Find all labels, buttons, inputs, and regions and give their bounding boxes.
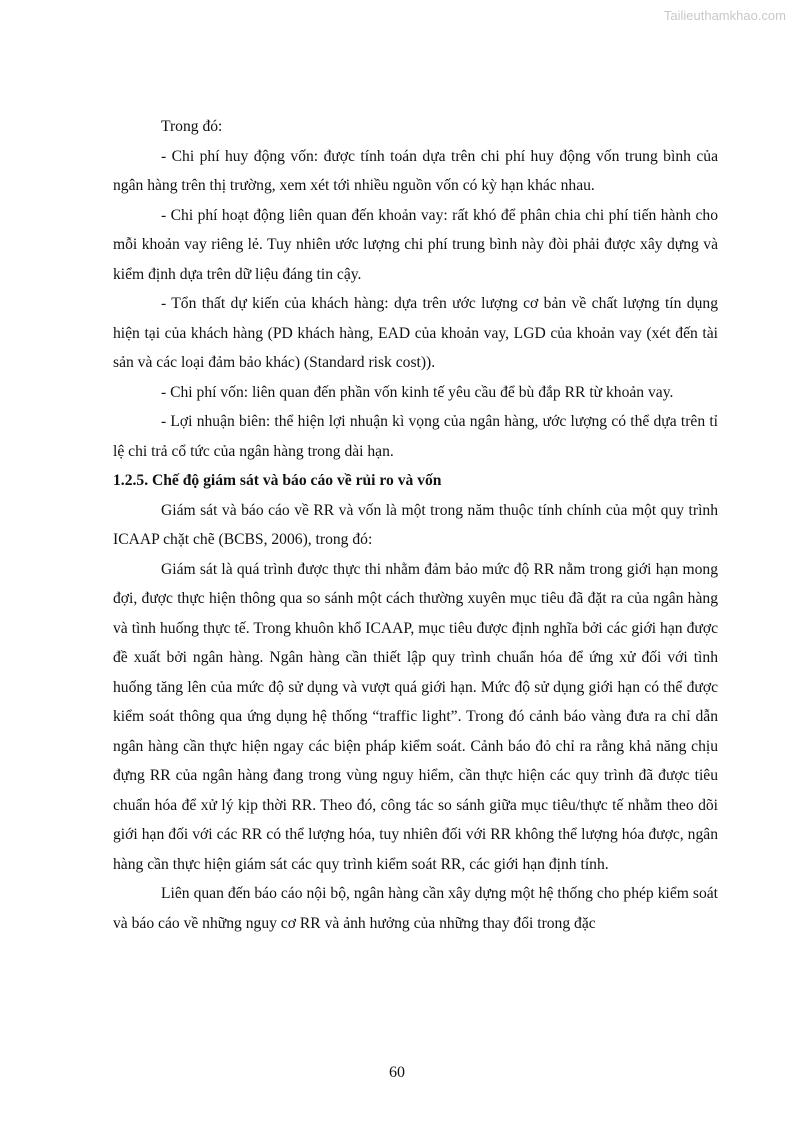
document-body [113,112,718,938]
paragraph-giam-sat-bao-cao: Giám sát và báo cáo về RR và vốn là một trong năm thuộc tính chính của một quy trình ICAAP chặt chẽ (BCBS, 2006), trong đó: [113,501,718,548]
paragraph-bao-cao-noi-bo: Liên quan đến báo cáo nội bộ, ngân hàng cần xây dựng một hệ thống cho phép kiểm soát và báo cáo về những nguy cơ RR và ảnh hưởng của những thay đổi trong đặc [113,885,718,932]
watermark: Tailieuthamkhao.com [663,8,786,23]
page-number: 60 [389,1064,405,1081]
section-heading: 1.2.5. Chế độ giám sát và báo cáo về rủi ro và vốn [113,472,442,489]
paragraph-loi-nhuan-bien: - Lợi nhuận biên: thể hiện lợi nhuận kì vọng của ngân hàng, ước lượng có thể dựa trên tỉ lệ chi trả cổ tức của ngân hàng trong dài hạn. [113,413,718,460]
paragraph-ton-that-du-kien: - Tổn thất dự kiến của khách hàng: dựa trên ước lượng cơ bản về chất lượng tín dụng hiện tại của khách hàng (PD khách hàng, EAD của khoản vay, LGD của khoản vay (xét đến tài sản và các loại đảm bảo khác) (Standard risk cost)). [113,295,718,371]
paragraph-chi-phi-von: - Chi phí vốn: liên quan đến phần vốn kinh tế yêu cầu để bù đắp RR từ khoản vay. [161,383,674,401]
paragraph-chi-phi-huy-dong-von: - Chi phí huy động vốn: được tính toán dựa trên chi phí huy động vốn trung bình của ngân hàng trên thị trường, xem xét tới nhiều nguồn vốn có kỳ hạn khác nhau. [113,147,718,194]
paragraph-trong-do: Trong đó: [161,118,223,135]
paragraph-chi-phi-hoat-dong: - Chi phí hoạt động liên quan đến khoản vay: rất khó để phân chia chi phí tiến hành cho mỗi khoản vay riêng lẻ. Tuy nhiên ước lượng chi phí trung bình này đòi phải được xây dựng và kiểm định dựa trên dữ liệu đáng tin cậy. [113,206,718,283]
paragraph-giam-sat-la: Giám sát là quá trình được thực thi nhằm đảm bảo mức độ RR nằm trong giới hạn mong đợi, được thực hiện thông qua so sánh một cách thường xuyên mục tiêu đã đặt ra của ngân hàng và tình huống thực tế. Trong khuôn khổ ICAAP, mục tiêu được định nghĩa bởi các giới hạn được đề xuất bởi ngân hàng. Ngân hàng cần thiết lập quy trình chuẩn hóa để ứng xử đối với tình huống tăng lên của mức độ sử dụng và vượt quá giới hạn. Mức độ sử dụng giới hạn có thể được kiểm soát thông qua ứng dụng hệ thống “traffic light”. Trong đó cảnh báo vàng đưa ra chỉ dẫn ngân hàng cần thực hiện ngay các biện pháp kiểm soát. Cảnh báo đỏ chỉ ra rằng khả năng chịu đựng RR của ngân hàng đang trong vùng nguy hiểm, cần thực hiện các quy trình đã được tiêu chuẩn hóa để xử lý kịp thời RR. Theo đó, công tác so sánh giữa mục tiêu/thực tế nhằm theo dõi giới hạn đối với các RR có thể lượng hóa, tuy nhiên đối với RR không thể lượng hóa được, ngân hàng cần thực hiện giám sát các quy trình kiểm soát RR, các giới hạn định tính. [113,560,718,873]
